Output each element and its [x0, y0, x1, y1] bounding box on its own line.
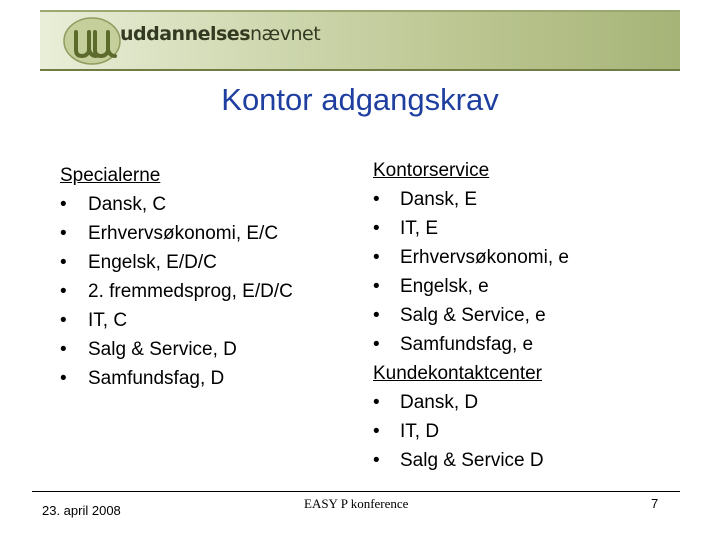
bullet-icon: • [60, 252, 67, 273]
list-item-text: Engelsk, e [400, 276, 489, 297]
bullet-icon: • [373, 276, 380, 297]
list-item [60, 306, 293, 335]
logo-text-light: nævnet [250, 23, 321, 45]
list-item [60, 364, 293, 393]
list-item-text: Dansk, E [400, 189, 478, 210]
list-item-text: IT, E [400, 218, 439, 239]
list-item-text: IT, D [400, 421, 440, 442]
list-item [60, 248, 293, 277]
list-item [373, 272, 569, 301]
left-heading: Specialerne [60, 165, 161, 186]
list-item-text: Dansk, C [88, 194, 167, 215]
logo-mark-icon [62, 16, 122, 66]
list-item [373, 185, 569, 214]
list-item-text: 2. fremmedsprog, E/D/C [88, 281, 293, 302]
footer-date: 23. april 2008 [42, 503, 121, 518]
bullet-icon: • [373, 189, 380, 210]
left-column [60, 161, 293, 393]
slide-number: 7 [651, 496, 659, 511]
bullet-icon: • [60, 194, 67, 215]
bullet-icon: • [60, 223, 67, 244]
header-banner [40, 10, 680, 71]
right-heading-kundekontaktcenter: Kundekontaktcenter [373, 363, 543, 384]
list-item [60, 277, 293, 306]
list-item-text: Erhvervsøkonomi, E/C [88, 223, 279, 244]
list-item [373, 243, 569, 272]
list-item-text: Samfundsfag, e [400, 334, 534, 355]
list-item [373, 330, 569, 359]
footer-event-name: EASY P konference [304, 496, 409, 511]
list-item [373, 214, 569, 243]
list-item [60, 335, 293, 364]
list-item-text: Erhvervsøkonomi, e [400, 247, 569, 268]
list-item-text: Dansk, D [400, 392, 479, 413]
list-item-text: Samfundsfag, D [88, 368, 225, 389]
list-item [373, 446, 569, 475]
footer-divider [32, 491, 680, 492]
right-column [373, 156, 569, 475]
list-item [60, 219, 293, 248]
list-item [373, 417, 569, 446]
logo-text [120, 23, 320, 45]
logo-text-bold: uddannelses [120, 23, 251, 45]
bullet-icon: • [373, 305, 380, 326]
bullet-icon: • [60, 281, 67, 302]
list-item-text: Salg & Service, D [88, 339, 237, 360]
list-item [60, 190, 293, 219]
list-item [373, 388, 569, 417]
bullet-icon: • [60, 310, 67, 331]
bullet-icon: • [373, 218, 380, 239]
list-item-text: Salg & Service, e [400, 305, 546, 326]
bullet-icon: • [60, 339, 67, 360]
right-heading-kontorservice: Kontorservice [373, 160, 490, 181]
bullet-icon: • [60, 368, 67, 389]
list-item [373, 301, 569, 330]
slide-title: Kontor adgangskrav [221, 82, 499, 117]
bullet-icon: • [373, 450, 380, 471]
list-item-text: Salg & Service D [400, 450, 544, 471]
bullet-icon: • [373, 334, 380, 355]
bullet-icon: • [373, 421, 380, 442]
list-item-text: IT, C [88, 310, 128, 331]
bullet-icon: • [373, 247, 380, 268]
bullet-icon: • [373, 392, 380, 413]
list-item-text: Engelsk, E/D/C [88, 252, 217, 273]
